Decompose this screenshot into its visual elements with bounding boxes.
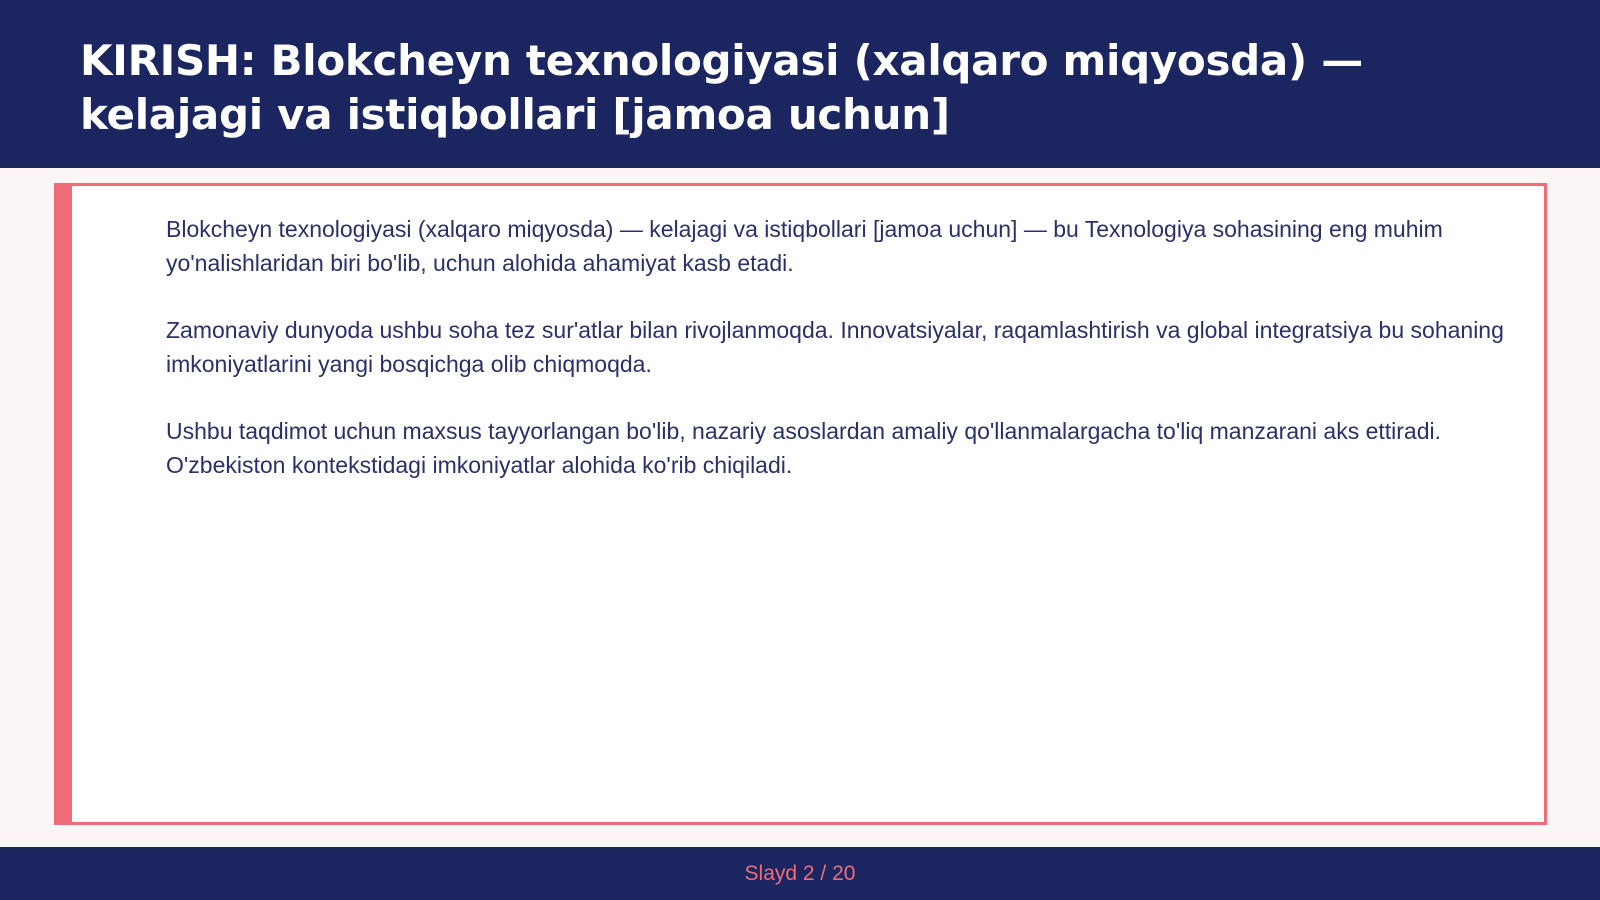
slide-header	[0, 0, 1600, 168]
content-card	[54, 183, 1547, 825]
paragraph-intro: Blokcheyn texnologiyasi (xalqaro miqyosda) — kelajagi va istiqbollari [jamoa uchun] — bu Texnologiya sohasining eng muhim yo'nalishlaridan biri bo'lib, uchun alohida ahamiyat kasb etadi.	[166, 216, 1443, 276]
slide-footer	[0, 847, 1600, 900]
content-body	[166, 212, 1536, 515]
paragraph-presentation-purpose: Ushbu taqdimot uchun maxsus tayyorlangan bo'lib, nazariy asoslardan amaliy qo'llanmalargacha to'liq manzarani aks ettiradi. O'zbekiston kontekstidagi imkoniyatlar alohida ko'rib chiqiladi.	[166, 418, 1442, 478]
slide-number: Slayd 2 / 20	[744, 862, 856, 885]
slide-title: KIRISH: Blokcheyn texnologiyasi (xalqaro miqyosda) — kelajagi va istiqbollari [jamoa uchun]	[80, 36, 1363, 139]
paragraph-modern-world: Zamonaviy dunyoda ushbu soha tez sur'atlar bilan rivojlanmoqda. Innovatsiyalar, raqamlashtirish va global integratsiya bu sohaning imkoniyatlarini yangi bosqichga olib chiqmoqda.	[166, 317, 1504, 377]
